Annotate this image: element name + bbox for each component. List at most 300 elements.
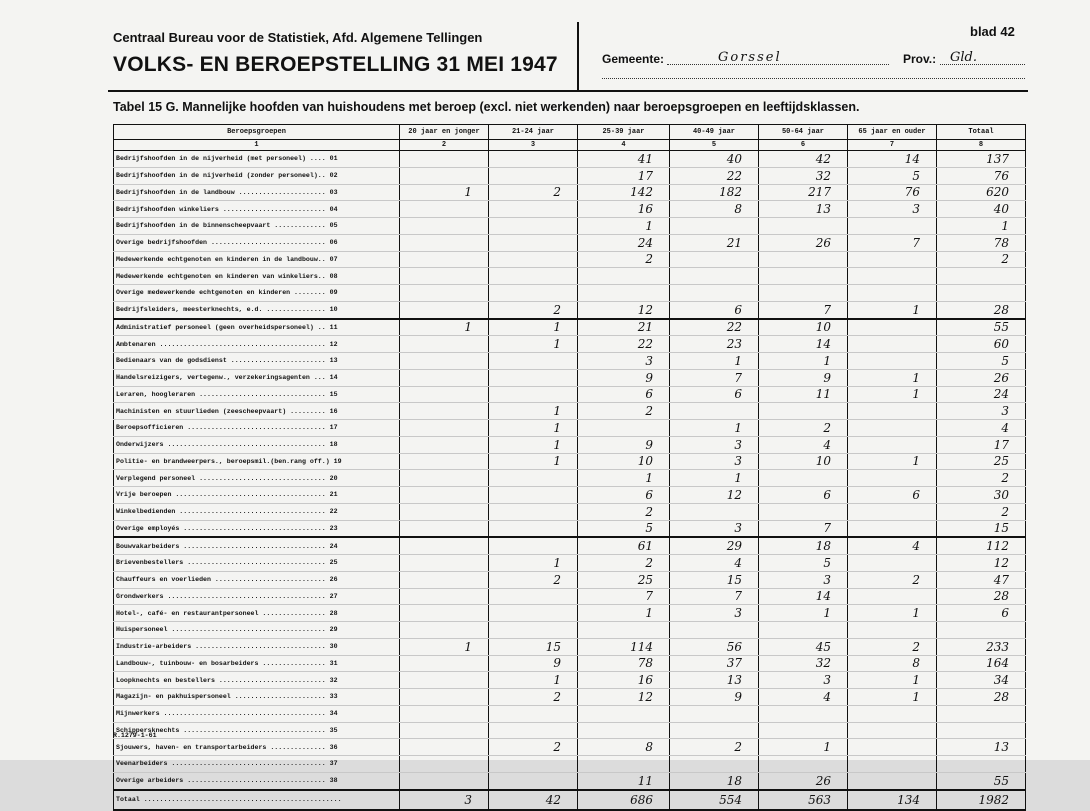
table-cell: 32 xyxy=(759,167,848,184)
table-cell xyxy=(489,622,578,639)
table-cell: 76 xyxy=(848,184,937,201)
row-label: Verplegend personeel ................................ 20 xyxy=(114,470,400,487)
table-cell: 13 xyxy=(670,672,759,689)
table-cell: 2 xyxy=(489,689,578,706)
column-header: Beroepsgroepen xyxy=(114,125,400,140)
table-cell xyxy=(400,571,489,588)
table-cell: 2 xyxy=(489,301,578,318)
column-number: 6 xyxy=(759,140,848,151)
table-cell: 34 xyxy=(937,672,1026,689)
table-cell xyxy=(400,520,489,537)
table-cell xyxy=(489,470,578,487)
table-cell: 3 xyxy=(670,453,759,470)
table-cell: 10 xyxy=(759,319,848,336)
table-cell xyxy=(400,622,489,639)
row-label: Veenarbeiders ....................................... 37 xyxy=(114,756,400,773)
row-label: Landbouw-, tuinbouw- en bosarbeiders ................ 31 xyxy=(114,655,400,672)
table-cell: 47 xyxy=(937,571,1026,588)
table-cell xyxy=(937,705,1026,722)
table-cell: 37 xyxy=(670,655,759,672)
table-cell: 1 xyxy=(670,420,759,437)
table-row xyxy=(114,268,1026,285)
total-cell: 686 xyxy=(578,790,670,810)
table-cell: 21 xyxy=(578,319,670,336)
table-cell xyxy=(489,503,578,520)
total-label: Totaal .................................................. xyxy=(114,790,400,810)
row-label: Bouwvakarbeiders .................................... 24 xyxy=(114,537,400,554)
table-cell xyxy=(848,588,937,605)
table-row xyxy=(114,470,1026,487)
table-cell: 3 xyxy=(670,605,759,622)
table-cell xyxy=(670,251,759,268)
table-cell: 2 xyxy=(489,571,578,588)
table-cell: 1 xyxy=(489,672,578,689)
row-label: Magazijn- en pakhuispersoneel ....................... 33 xyxy=(114,689,400,706)
table-cell: 2 xyxy=(848,638,937,655)
table-cell xyxy=(400,369,489,386)
row-label: Hotel-, café- en restaurantpersoneel ................ 28 xyxy=(114,605,400,622)
table-cell: 7 xyxy=(759,301,848,318)
table-cell: 217 xyxy=(759,184,848,201)
table-cell: 8 xyxy=(578,739,670,756)
row-label: Overige medewerkende echtgenoten en kinderen ........ 09 xyxy=(114,285,400,302)
province-value: Gld. xyxy=(950,50,977,65)
table-cell: 15 xyxy=(670,571,759,588)
table-cell: 25 xyxy=(937,453,1026,470)
table-cell: 112 xyxy=(937,537,1026,554)
table-cell xyxy=(489,772,578,789)
row-label: Handelsreizigers, vertegenw., verzekeringsagenten ... 14 xyxy=(114,369,400,386)
header-rule xyxy=(108,90,1028,92)
row-label: Bedienaars van de godsdienst ........................ 13 xyxy=(114,353,400,370)
table-cell xyxy=(489,705,578,722)
table-row xyxy=(114,537,1026,554)
row-label: Winkelbedienden ..................................... 22 xyxy=(114,503,400,520)
table-cell: 1 xyxy=(489,555,578,572)
table-cell: 2 xyxy=(670,739,759,756)
table-cell: 6 xyxy=(670,386,759,403)
table-cell: 1 xyxy=(759,353,848,370)
table-cell xyxy=(400,285,489,302)
table-cell: 78 xyxy=(578,655,670,672)
table-cell: 26 xyxy=(759,772,848,789)
table-cell: 16 xyxy=(578,672,670,689)
column-number: 1 xyxy=(114,140,400,151)
column-number: 2 xyxy=(400,140,489,151)
table-row xyxy=(114,436,1026,453)
table-cell: 55 xyxy=(937,319,1026,336)
table-cell: 12 xyxy=(670,487,759,504)
table-cell: 9 xyxy=(670,689,759,706)
total-cell: 3 xyxy=(400,790,489,810)
table-cell xyxy=(848,772,937,789)
table-cell: 7 xyxy=(759,520,848,537)
table-cell: 1 xyxy=(578,605,670,622)
table-cell: 22 xyxy=(670,319,759,336)
table-cell xyxy=(759,756,848,773)
table-cell: 2 xyxy=(937,251,1026,268)
row-label: Huispersoneel ....................................... 29 xyxy=(114,622,400,639)
table-cell: 15 xyxy=(489,638,578,655)
table-row xyxy=(114,605,1026,622)
table-cell xyxy=(578,622,670,639)
table-row xyxy=(114,251,1026,268)
table-cell xyxy=(400,251,489,268)
table-cell: 11 xyxy=(578,772,670,789)
table-caption: Tabel 15 G. Mannelijke hoofden van huishoudens met beroep (excl. niet werkenden) naar beroepsgroepen en leeftijdsklassen. xyxy=(113,100,860,114)
table-cell xyxy=(848,268,937,285)
table-cell: 8 xyxy=(848,655,937,672)
table-cell: 142 xyxy=(578,184,670,201)
row-label: Brievenbestellers ................................... 25 xyxy=(114,555,400,572)
form-code: R.1279-1-61 xyxy=(113,732,157,739)
table-cell xyxy=(489,386,578,403)
table-cell: 1 xyxy=(400,319,489,336)
table-row xyxy=(114,588,1026,605)
table-cell xyxy=(848,251,937,268)
table-row xyxy=(114,386,1026,403)
table-cell: 5 xyxy=(759,555,848,572)
table-cell: 1 xyxy=(937,218,1026,235)
table-cell: 4 xyxy=(937,420,1026,437)
table-row xyxy=(114,319,1026,336)
table-cell xyxy=(670,218,759,235)
table-cell xyxy=(400,689,489,706)
row-label: Bedrijfshoofden winkeliers .......................... 04 xyxy=(114,201,400,218)
table-row xyxy=(114,520,1026,537)
row-label: Overige bedrijfshoofden ............................. 06 xyxy=(114,234,400,251)
column-header: 25-39 jaar xyxy=(578,125,670,140)
table-cell xyxy=(759,503,848,520)
row-label: Medewerkende echtgenoten en kinderen van winkeliers.. 08 xyxy=(114,268,400,285)
column-number: 8 xyxy=(937,140,1026,151)
table-cell xyxy=(489,285,578,302)
table-cell: 22 xyxy=(578,336,670,353)
table-cell: 2 xyxy=(759,420,848,437)
table-cell xyxy=(670,705,759,722)
table-row xyxy=(114,234,1026,251)
table-row xyxy=(114,285,1026,302)
table-cell: 16 xyxy=(578,201,670,218)
table-row xyxy=(114,622,1026,639)
row-label: Onderwijzers ........................................ 18 xyxy=(114,436,400,453)
table-row xyxy=(114,151,1026,168)
table-cell: 4 xyxy=(759,436,848,453)
table-cell xyxy=(759,285,848,302)
table-cell xyxy=(400,336,489,353)
table-cell: 7 xyxy=(670,588,759,605)
row-label: Grondwerkers ........................................ 27 xyxy=(114,588,400,605)
table-cell: 40 xyxy=(670,151,759,168)
table-cell: 233 xyxy=(937,638,1026,655)
row-label: Leraren, hoogleraren ................................ 15 xyxy=(114,386,400,403)
table-row xyxy=(114,571,1026,588)
table-cell: 1 xyxy=(489,453,578,470)
table-cell: 78 xyxy=(937,234,1026,251)
table-cell xyxy=(848,756,937,773)
table-cell: 3 xyxy=(670,520,759,537)
row-label: Sjouwers, haven- en transportarbeiders .............. 36 xyxy=(114,739,400,756)
form-title: VOLKS- EN BEROEPSTELLING 31 MEI 1947 xyxy=(113,53,558,76)
table-cell xyxy=(759,705,848,722)
table-cell: 2 xyxy=(489,739,578,756)
table-cell: 114 xyxy=(578,638,670,655)
row-label: Bedrijfsleiders, meesterknechts, e.d. ............... 10 xyxy=(114,301,400,318)
table-cell: 164 xyxy=(937,655,1026,672)
table-row xyxy=(114,638,1026,655)
table-cell: 620 xyxy=(937,184,1026,201)
table-cell xyxy=(400,386,489,403)
table-cell xyxy=(489,201,578,218)
table-cell xyxy=(400,268,489,285)
total-cell: 563 xyxy=(759,790,848,810)
table-cell xyxy=(400,772,489,789)
table-cell: 1 xyxy=(848,453,937,470)
table-cell xyxy=(937,285,1026,302)
column-number: 5 xyxy=(670,140,759,151)
table-row xyxy=(114,655,1026,672)
table-cell xyxy=(759,268,848,285)
row-label: Chauffeurs en voerlieden ............................ 26 xyxy=(114,571,400,588)
table-cell: 4 xyxy=(848,537,937,554)
table-cell xyxy=(400,487,489,504)
header-divider xyxy=(577,22,579,90)
table-cell: 14 xyxy=(759,588,848,605)
table-cell xyxy=(400,705,489,722)
table-cell xyxy=(848,739,937,756)
total-cell: 1982 xyxy=(937,790,1026,810)
table-row xyxy=(114,420,1026,437)
table-row xyxy=(114,772,1026,789)
table-cell xyxy=(848,470,937,487)
table-cell: 2 xyxy=(937,503,1026,520)
table-row xyxy=(114,672,1026,689)
table-row xyxy=(114,369,1026,386)
table-cell xyxy=(937,622,1026,639)
table-cell: 182 xyxy=(670,184,759,201)
table-cell: 1 xyxy=(578,218,670,235)
table-row xyxy=(114,184,1026,201)
table-cell: 137 xyxy=(937,151,1026,168)
table-cell xyxy=(937,756,1026,773)
table-cell: 3 xyxy=(578,353,670,370)
table-cell: 21 xyxy=(670,234,759,251)
row-label: Industrie-arbeiders ................................. 30 xyxy=(114,638,400,655)
table-cell xyxy=(670,622,759,639)
row-label: Ambtenaren .......................................... 12 xyxy=(114,336,400,353)
row-label: Machinisten en stuurlieden (zeescheepvaart) ......... 16 xyxy=(114,403,400,420)
table-cell xyxy=(489,588,578,605)
table-cell: 1 xyxy=(489,319,578,336)
table-cell xyxy=(848,403,937,420)
table-cell xyxy=(848,503,937,520)
table-cell xyxy=(759,622,848,639)
table-cell xyxy=(670,285,759,302)
column-number: 4 xyxy=(578,140,670,151)
table-cell: 9 xyxy=(578,369,670,386)
table-cell: 13 xyxy=(759,201,848,218)
table-cell: 1 xyxy=(578,470,670,487)
row-label: Overige arbeiders ................................... 38 xyxy=(114,772,400,789)
table-cell xyxy=(400,453,489,470)
table-cell xyxy=(489,369,578,386)
table-cell: 6 xyxy=(578,386,670,403)
table-cell: 13 xyxy=(937,739,1026,756)
table-cell xyxy=(489,722,578,739)
row-label: Vrije beroepen ...................................... 21 xyxy=(114,487,400,504)
row-label: Overige employés .................................... 23 xyxy=(114,520,400,537)
column-header: 20 jaar en jonger xyxy=(400,125,489,140)
table-cell: 17 xyxy=(937,436,1026,453)
table-cell xyxy=(400,420,489,437)
table-cell: 26 xyxy=(937,369,1026,386)
table-cell: 41 xyxy=(578,151,670,168)
table-cell: 2 xyxy=(578,503,670,520)
table-cell: 11 xyxy=(759,386,848,403)
total-row xyxy=(114,790,1026,810)
table-cell xyxy=(400,739,489,756)
table-cell xyxy=(400,234,489,251)
table-row xyxy=(114,555,1026,572)
column-header: 40-49 jaar xyxy=(670,125,759,140)
table-cell xyxy=(489,251,578,268)
table-row xyxy=(114,705,1026,722)
table-cell: 28 xyxy=(937,689,1026,706)
table-cell xyxy=(759,722,848,739)
table-cell xyxy=(400,503,489,520)
table-row xyxy=(114,167,1026,184)
table-cell xyxy=(848,319,937,336)
column-number: 3 xyxy=(489,140,578,151)
table-cell xyxy=(489,151,578,168)
table-cell xyxy=(400,555,489,572)
table-cell: 1 xyxy=(489,336,578,353)
table-cell xyxy=(400,167,489,184)
table-cell: 4 xyxy=(759,689,848,706)
column-header: Totaal xyxy=(937,125,1026,140)
column-number: 7 xyxy=(848,140,937,151)
table-cell: 14 xyxy=(848,151,937,168)
table-cell: 6 xyxy=(578,487,670,504)
table-cell xyxy=(489,756,578,773)
table-cell: 1 xyxy=(848,301,937,318)
table-row xyxy=(114,336,1026,353)
table-cell xyxy=(400,201,489,218)
table-cell: 32 xyxy=(759,655,848,672)
table-cell xyxy=(489,234,578,251)
table-cell: 25 xyxy=(578,571,670,588)
row-label: Beroepsofficieren ................................... 17 xyxy=(114,420,400,437)
table-cell: 4 xyxy=(670,555,759,572)
table-cell xyxy=(578,705,670,722)
table-cell xyxy=(759,403,848,420)
total-cell: 134 xyxy=(848,790,937,810)
table-cell xyxy=(400,537,489,554)
row-label: Medewerkende echtgenoten en kinderen in de landbouw.. 07 xyxy=(114,251,400,268)
table-cell xyxy=(848,218,937,235)
table-cell xyxy=(670,722,759,739)
table-cell xyxy=(400,722,489,739)
table-cell xyxy=(400,655,489,672)
table-cell: 6 xyxy=(848,487,937,504)
organization-name: Centraal Bureau voor de Statistiek, Afd. Algemene Tellingen xyxy=(113,30,483,45)
table-cell xyxy=(848,336,937,353)
table-cell xyxy=(489,268,578,285)
table-cell: 1 xyxy=(848,386,937,403)
table-cell: 56 xyxy=(670,638,759,655)
table-cell: 9 xyxy=(759,369,848,386)
table-cell xyxy=(578,722,670,739)
table-cell: 7 xyxy=(578,588,670,605)
table-cell xyxy=(400,470,489,487)
table-cell xyxy=(400,403,489,420)
row-label: Bedrijfshoofden in de nijverheid (met personeel) .... 01 xyxy=(114,151,400,168)
form-header xyxy=(113,30,578,77)
table-cell: 5 xyxy=(848,167,937,184)
table-cell xyxy=(400,301,489,318)
table-cell: 14 xyxy=(759,336,848,353)
table-cell: 18 xyxy=(759,537,848,554)
total-cell: 42 xyxy=(489,790,578,810)
table-cell: 24 xyxy=(937,386,1026,403)
table-row xyxy=(114,453,1026,470)
table-cell: 28 xyxy=(937,588,1026,605)
column-header: 21-24 jaar xyxy=(489,125,578,140)
table-cell: 2 xyxy=(578,251,670,268)
table-cell: 40 xyxy=(937,201,1026,218)
table-cell xyxy=(848,420,937,437)
row-label: Loopknechts en bestellers ........................... 32 xyxy=(114,672,400,689)
total-cell: 554 xyxy=(670,790,759,810)
table-cell xyxy=(937,722,1026,739)
table-cell: 6 xyxy=(759,487,848,504)
table-cell xyxy=(848,555,937,572)
table-cell: 60 xyxy=(937,336,1026,353)
table-cell xyxy=(670,756,759,773)
table-cell: 1 xyxy=(400,184,489,201)
table-cell xyxy=(400,756,489,773)
table-cell: 26 xyxy=(759,234,848,251)
table-cell: 5 xyxy=(578,520,670,537)
table-cell: 9 xyxy=(578,436,670,453)
table-cell: 28 xyxy=(937,301,1026,318)
table-cell: 18 xyxy=(670,772,759,789)
table-cell xyxy=(400,436,489,453)
table-cell xyxy=(489,520,578,537)
table-row xyxy=(114,689,1026,706)
row-label: Schippersknechts .................................... 35 xyxy=(114,722,400,739)
table-cell: 3 xyxy=(759,571,848,588)
table-cell: 6 xyxy=(670,301,759,318)
table-cell: 1 xyxy=(489,420,578,437)
table-cell: 3 xyxy=(759,672,848,689)
table-cell: 3 xyxy=(848,201,937,218)
table-cell: 1 xyxy=(759,605,848,622)
table-row xyxy=(114,503,1026,520)
table-cell xyxy=(489,537,578,554)
table-cell xyxy=(759,470,848,487)
page-number: blad 42 xyxy=(970,24,1015,39)
table-cell: 22 xyxy=(670,167,759,184)
row-label: Bedrijfshoofden in de landbouw ...................... 03 xyxy=(114,184,400,201)
gemeente-label: Gemeente: xyxy=(602,52,665,66)
table-cell xyxy=(578,285,670,302)
table-cell xyxy=(489,218,578,235)
table-cell: 5 xyxy=(937,353,1026,370)
table-cell xyxy=(400,672,489,689)
table-cell: 15 xyxy=(937,520,1026,537)
table-cell: 1 xyxy=(670,470,759,487)
